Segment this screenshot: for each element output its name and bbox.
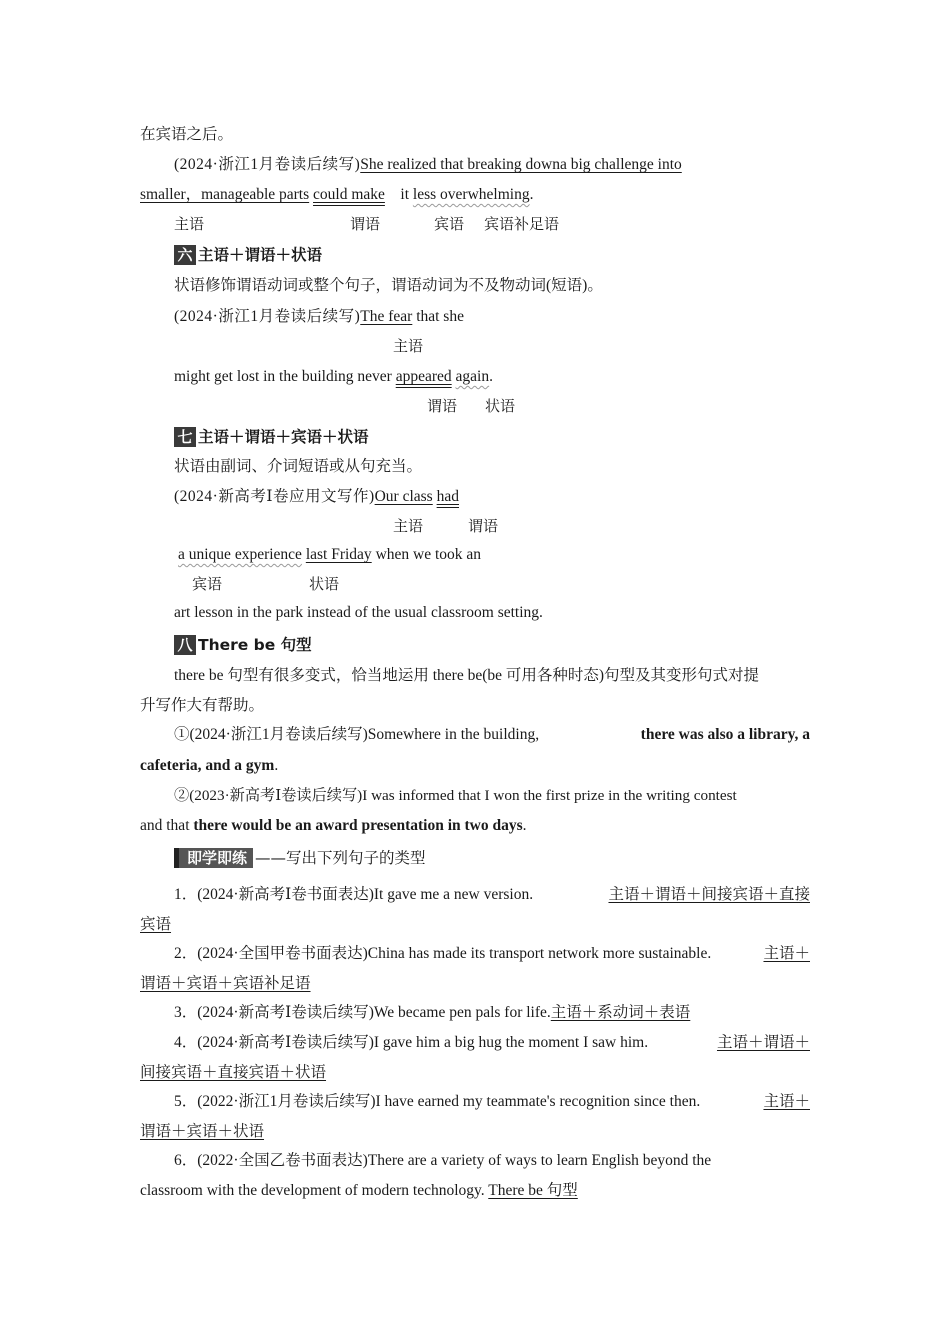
subject-text: The fear <box>360 308 413 325</box>
example-sentence <box>174 487 459 507</box>
section-desc-cont: 升写作大有帮助。 <box>140 697 265 714</box>
practice-item <box>174 1033 810 1053</box>
sentence-text: and that <box>140 817 194 834</box>
period: . <box>489 368 493 385</box>
source-tag: (2024·新高考Ⅰ卷应用文写作) <box>174 488 375 505</box>
label-subject: 主语 <box>174 217 205 233</box>
answer-text: 谓语＋宾语＋宾语补足语 <box>140 975 311 992</box>
answer-text: There be 句型 <box>488 1182 578 1199</box>
label-adverbial: 状语 <box>485 399 516 415</box>
question-text: 3．(2024·新高考Ⅰ卷读后续写)We became pen pals for life. <box>174 1004 551 1021</box>
section-desc: 状语由副词、介词短语或从句充当。 <box>174 458 423 475</box>
label-subject: 主语 <box>393 339 424 355</box>
object-text: a unique experience <box>178 546 302 563</box>
label-verb: 谓语 <box>427 399 458 415</box>
example-sentence-cont <box>178 545 481 565</box>
example-sentence <box>174 307 464 327</box>
label-complement: 宾语补足语 <box>484 217 560 233</box>
subject-text: Our class <box>374 488 433 505</box>
sentence-text: might get lost in the building never <box>174 368 396 385</box>
practice-tab: 即学即练 <box>174 848 253 868</box>
bold-text: cafeteria, and a gym <box>140 757 275 774</box>
section-title: There be 句型 <box>198 636 312 654</box>
period: . <box>529 186 534 203</box>
example-sentence-cont: art lesson in the park instead of the usual classroom setting. <box>174 604 543 621</box>
sentence-text: that she <box>412 308 464 325</box>
practice-item <box>174 1151 810 1171</box>
sentence-text: ①(2024·浙江1月卷读后续写)Somewhere in the building, <box>174 726 540 743</box>
verb-text: could make <box>313 186 385 203</box>
section-number: 六 <box>174 245 196 265</box>
answer-text: 主语＋ <box>763 945 810 962</box>
practice-item-cont <box>140 915 171 935</box>
example-sentence <box>174 725 810 745</box>
question-text: 6．(2022·全国乙卷书面表达)There are a variety of ways to learn English beyond the <box>174 1152 712 1169</box>
question-text: 5．(2022·浙江1月卷读后续写)I have earned my teammate's recognition since then. <box>174 1093 701 1110</box>
bold-text: there was also a library, a <box>640 726 810 743</box>
complement-text: less overwhelming <box>412 186 530 203</box>
section-title: 主语＋谓语＋状语 <box>198 246 323 264</box>
practice-item-cont <box>140 1181 578 1201</box>
practice-item <box>174 885 810 905</box>
section-number: 八 <box>174 635 196 655</box>
practice-item-cont <box>140 974 311 994</box>
practice-item-cont <box>140 1063 326 1083</box>
question-text: 2．(2024·全国甲卷书面表达)China has made its transport network more sustainable. <box>174 945 712 962</box>
example-sentence-cont <box>174 367 493 387</box>
answer-text: 主语＋谓语＋ <box>716 1034 810 1051</box>
text-line: 在宾语之后。 <box>140 126 234 143</box>
practice-item <box>174 1003 690 1023</box>
question-text: 4．(2024·新高考Ⅰ卷读后续写)I gave him a big hug the moment I saw him. <box>174 1034 649 1051</box>
label-verb: 谓语 <box>468 519 499 535</box>
example-sentence-cont <box>140 816 527 836</box>
example-sentence-cont <box>140 185 533 205</box>
verb-text: had <box>436 488 459 505</box>
section-heading <box>174 427 369 447</box>
section-desc-text: there be 句型有很多变式，恰当地运用 there be(be 可用各种时态)句型及其变形句式对提 <box>174 667 760 684</box>
adverbial-text: last Friday <box>305 546 372 563</box>
answer-text: 谓语＋宾语＋状语 <box>140 1123 265 1140</box>
source-tag: (2024·浙江1月卷读后续写) <box>174 156 361 173</box>
label-object: 宾语 <box>434 217 465 233</box>
question-text: classroom with the development of modern technology. <box>140 1182 485 1199</box>
subject-text: She realized that breaking downa big challenge into <box>360 156 682 173</box>
practice-title: ——写出下列句子的类型 <box>255 849 426 867</box>
answer-text: 主语＋谓语＋间接宾语＋直接 <box>608 886 810 903</box>
question-text: 1．(2024·新高考Ⅰ卷书面表达)It gave me a new version. <box>174 886 534 903</box>
answer-text: 主语＋ <box>763 1093 810 1110</box>
answer-text: 宾语 <box>140 916 172 933</box>
label-object: 宾语 <box>192 577 223 593</box>
bold-text: there would be an award presentation in two days <box>193 817 523 834</box>
section-heading <box>174 245 322 265</box>
example-sentence-cont <box>140 756 278 776</box>
object-text: it <box>400 186 410 203</box>
section-desc <box>174 666 810 686</box>
practice-item <box>174 1092 810 1112</box>
answer-text: 间接宾语＋直接宾语＋状语 <box>140 1064 327 1081</box>
subject-text: smaller，manageable parts <box>140 186 310 203</box>
answer-text: 主语＋系动词＋表语 <box>550 1004 691 1021</box>
label-adverbial: 状语 <box>309 577 340 593</box>
section-number: 七 <box>174 427 196 447</box>
period: . <box>274 757 279 774</box>
section-title: 主语＋谓语＋宾语＋状语 <box>198 428 369 446</box>
section-desc: 状语修饰谓语动词或整个句子，谓语动词为不及物动词(短语)。 <box>174 277 603 294</box>
example-sentence <box>174 155 810 175</box>
sentence-text: when we took an <box>371 546 482 563</box>
source-tag: (2024·浙江1月卷读后续写) <box>174 308 361 325</box>
example-sentence: ②(2023·新高考Ⅰ卷读后续写)I was informed that I won the first prize in the writing contest <box>174 787 737 804</box>
period: . <box>522 817 527 834</box>
practice-heading <box>174 848 426 869</box>
verb-text: appeared <box>395 368 452 385</box>
section-heading <box>174 635 312 655</box>
label-subject: 主语 <box>393 519 424 535</box>
label-verb: 谓语 <box>350 217 381 233</box>
practice-item-cont <box>140 1122 264 1142</box>
practice-item <box>174 944 810 964</box>
adverbial-text: again <box>455 368 490 385</box>
